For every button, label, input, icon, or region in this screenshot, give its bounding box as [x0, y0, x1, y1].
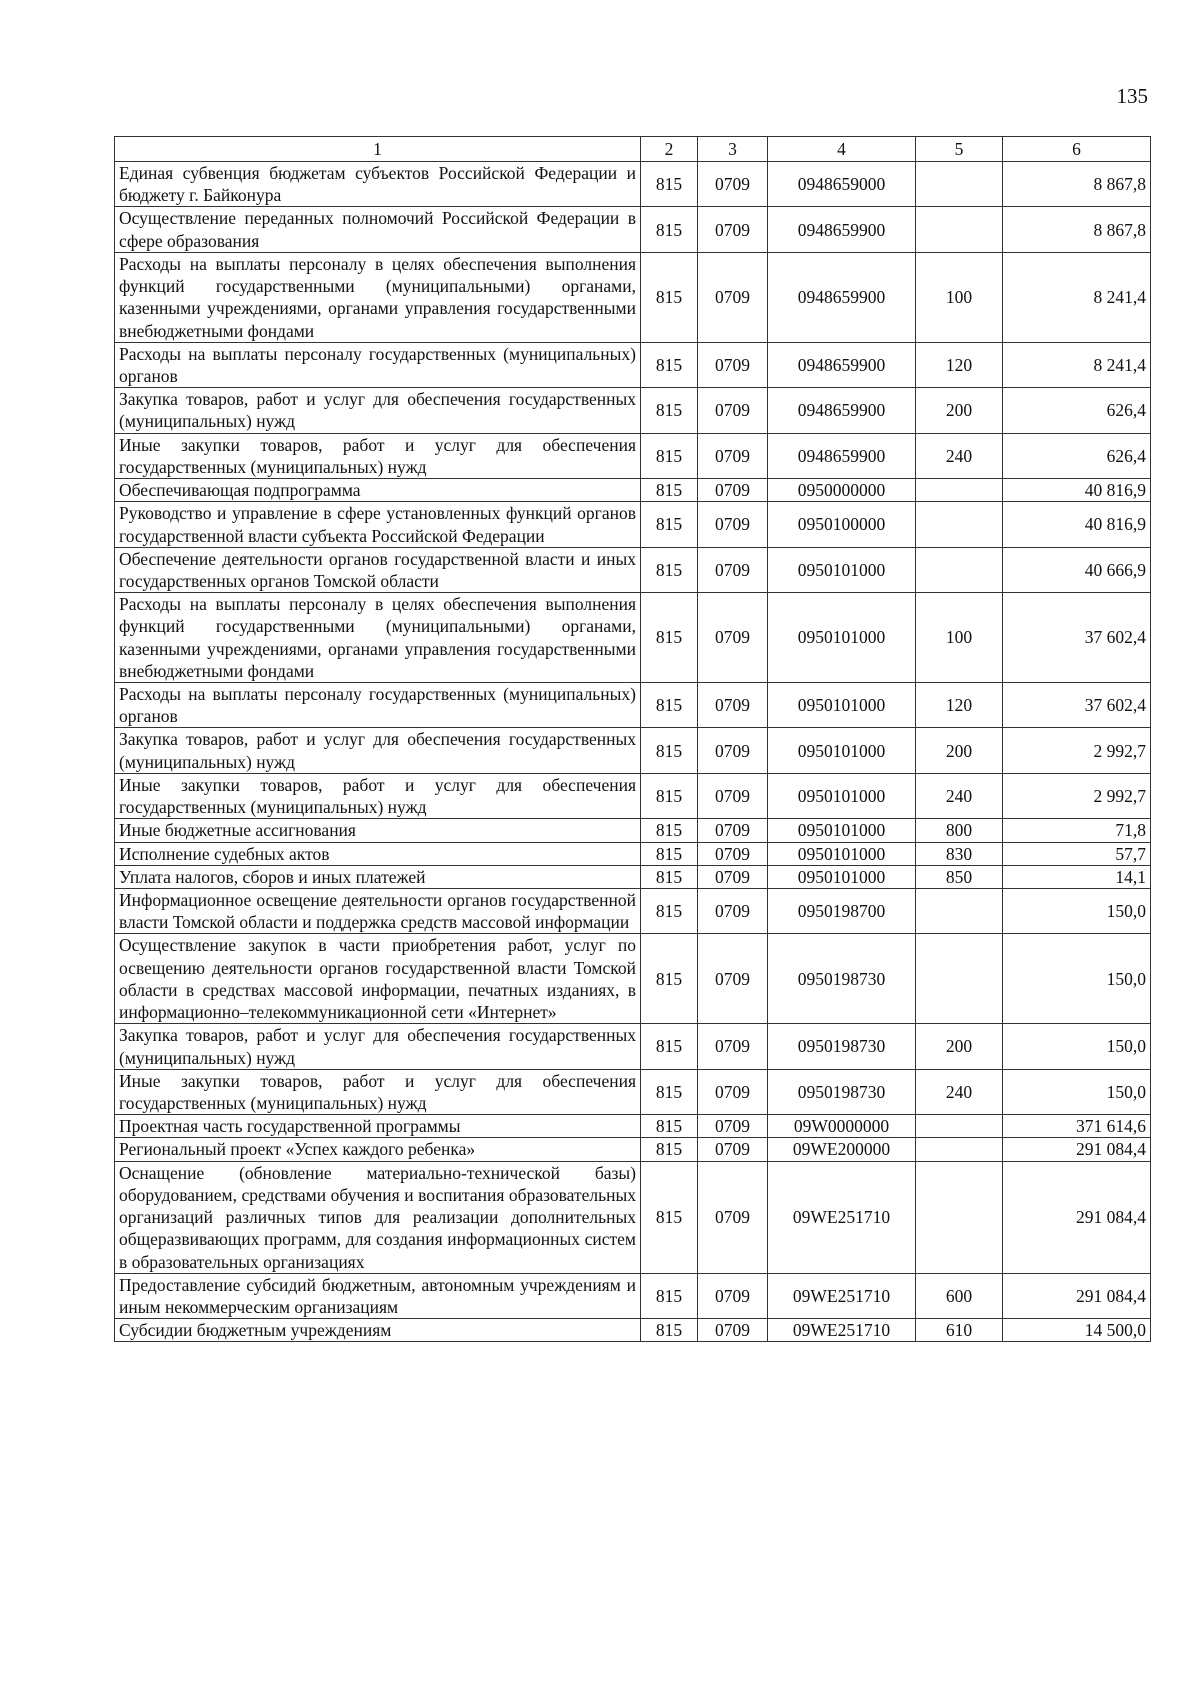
row-name: Исполнение судебных актов	[115, 842, 641, 865]
row-section-code: 0709	[698, 342, 768, 387]
row-amount: 2 992,7	[1003, 773, 1151, 818]
row-section-code: 0709	[698, 593, 768, 683]
row-target-code: 0948659900	[768, 342, 916, 387]
row-admin-code: 815	[641, 1138, 698, 1161]
table-row	[115, 1115, 1151, 1138]
row-admin-code: 815	[641, 1161, 698, 1273]
row-expense-type: 120	[916, 342, 1003, 387]
row-section-code: 0709	[698, 842, 768, 865]
row-admin-code: 815	[641, 683, 698, 728]
row-section-code: 0709	[698, 1273, 768, 1318]
row-amount: 8 867,8	[1003, 162, 1151, 207]
row-admin-code: 815	[641, 1115, 698, 1138]
row-name: Осуществление закупок в части приобретения работ, услуг по освещению деятельности органов государственной власти Томской области в средствах массовой информации, печатных изданиях, в информационно–телекоммуникационной сети «Интернет»	[115, 934, 641, 1024]
row-target-code: 0950198700	[768, 889, 916, 934]
row-expense-type: 240	[916, 1069, 1003, 1114]
row-amount: 150,0	[1003, 1069, 1151, 1114]
row-expense-type: 600	[916, 1273, 1003, 1318]
row-name: Осуществление переданных полномочий Российской Федерации в сфере образования	[115, 207, 641, 252]
row-admin-code: 815	[641, 842, 698, 865]
row-name: Иные закупки товаров, работ и услуг для обеспечения государственных (муниципальных) нужд	[115, 773, 641, 818]
row-amount: 291 084,4	[1003, 1161, 1151, 1273]
header-col-3: 3	[698, 137, 768, 162]
row-admin-code: 815	[641, 1069, 698, 1114]
table-row	[115, 842, 1151, 865]
row-amount: 37 602,4	[1003, 593, 1151, 683]
row-target-code: 0950101000	[768, 865, 916, 888]
row-section-code: 0709	[698, 162, 768, 207]
row-target-code: 0950198730	[768, 934, 916, 1024]
row-target-code: 0950101000	[768, 683, 916, 728]
row-expense-type: 200	[916, 388, 1003, 433]
row-section-code: 0709	[698, 889, 768, 934]
header-col-4: 4	[768, 137, 916, 162]
row-section-code: 0709	[698, 1161, 768, 1273]
row-expense-type: 200	[916, 1024, 1003, 1069]
row-section-code: 0709	[698, 1069, 768, 1114]
row-amount: 8 241,4	[1003, 342, 1151, 387]
row-amount: 14 500,0	[1003, 1319, 1151, 1342]
table-row	[115, 1161, 1151, 1273]
row-section-code: 0709	[698, 1024, 768, 1069]
row-admin-code: 815	[641, 889, 698, 934]
row-expense-type: 830	[916, 842, 1003, 865]
row-expense-type	[916, 934, 1003, 1024]
row-expense-type	[916, 1161, 1003, 1273]
row-target-code: 09WE200000	[768, 1138, 916, 1161]
row-name: Проектная часть государственной программы	[115, 1115, 641, 1138]
row-section-code: 0709	[698, 433, 768, 478]
row-section-code: 0709	[698, 502, 768, 547]
table-header-row	[115, 137, 1151, 162]
row-expense-type	[916, 889, 1003, 934]
row-admin-code: 815	[641, 1024, 698, 1069]
row-section-code: 0709	[698, 728, 768, 773]
row-section-code: 0709	[698, 479, 768, 502]
row-target-code: 09WE251710	[768, 1273, 916, 1318]
table-row	[115, 773, 1151, 818]
table-row	[115, 502, 1151, 547]
row-admin-code: 815	[641, 773, 698, 818]
row-admin-code: 815	[641, 865, 698, 888]
row-expense-type	[916, 207, 1003, 252]
row-amount: 150,0	[1003, 1024, 1151, 1069]
row-amount: 8 241,4	[1003, 252, 1151, 342]
row-target-code: 0950000000	[768, 479, 916, 502]
table-row	[115, 207, 1151, 252]
table-row	[115, 1273, 1151, 1318]
row-expense-type: 240	[916, 773, 1003, 818]
row-admin-code: 815	[641, 388, 698, 433]
row-section-code: 0709	[698, 1138, 768, 1161]
table-row	[115, 865, 1151, 888]
row-admin-code: 815	[641, 819, 698, 842]
row-target-code: 0950101000	[768, 547, 916, 592]
table-row	[115, 934, 1151, 1024]
row-admin-code: 815	[641, 502, 698, 547]
row-amount: 14,1	[1003, 865, 1151, 888]
row-name: Иные бюджетные ассигнования	[115, 819, 641, 842]
row-expense-type: 100	[916, 593, 1003, 683]
row-amount: 371 614,6	[1003, 1115, 1151, 1138]
row-admin-code: 815	[641, 593, 698, 683]
row-admin-code: 815	[641, 1319, 698, 1342]
row-target-code: 09WE251710	[768, 1319, 916, 1342]
row-admin-code: 815	[641, 728, 698, 773]
table-row	[115, 162, 1151, 207]
row-target-code: 0950101000	[768, 773, 916, 818]
row-amount: 626,4	[1003, 433, 1151, 478]
row-name: Обеспечивающая подпрограмма	[115, 479, 641, 502]
row-target-code: 0950101000	[768, 819, 916, 842]
row-name: Расходы на выплаты персоналу в целях обеспечения выполнения функций государственными (муниципальными) органами, казенными учреждениями, органами управления государственными внебюджетными фондами	[115, 252, 641, 342]
row-admin-code: 815	[641, 934, 698, 1024]
row-section-code: 0709	[698, 865, 768, 888]
row-expense-type	[916, 1138, 1003, 1161]
row-expense-type: 100	[916, 252, 1003, 342]
row-target-code: 0950101000	[768, 728, 916, 773]
table-row	[115, 388, 1151, 433]
table-row	[115, 1319, 1151, 1342]
budget-table	[114, 136, 1151, 1342]
table-row	[115, 479, 1151, 502]
row-amount: 71,8	[1003, 819, 1151, 842]
row-target-code: 0950100000	[768, 502, 916, 547]
row-target-code: 09WE251710	[768, 1161, 916, 1273]
row-amount: 2 992,7	[1003, 728, 1151, 773]
table-row	[115, 889, 1151, 934]
row-name: Субсидии бюджетным учреждениям	[115, 1319, 641, 1342]
row-section-code: 0709	[698, 683, 768, 728]
row-target-code: 0948659900	[768, 207, 916, 252]
row-target-code: 09W0000000	[768, 1115, 916, 1138]
row-admin-code: 815	[641, 547, 698, 592]
row-admin-code: 815	[641, 207, 698, 252]
header-col-6: 6	[1003, 137, 1151, 162]
row-amount: 8 867,8	[1003, 207, 1151, 252]
row-target-code: 0950198730	[768, 1024, 916, 1069]
row-expense-type	[916, 1115, 1003, 1138]
row-amount: 150,0	[1003, 934, 1151, 1024]
table-row	[115, 593, 1151, 683]
row-section-code: 0709	[698, 819, 768, 842]
row-name: Иные закупки товаров, работ и услуг для обеспечения государственных (муниципальных) нужд	[115, 433, 641, 478]
row-section-code: 0709	[698, 207, 768, 252]
table-row	[115, 342, 1151, 387]
header-col-1: 1	[115, 137, 641, 162]
row-section-code: 0709	[698, 1115, 768, 1138]
row-name: Закупка товаров, работ и услуг для обеспечения государственных (муниципальных) нужд	[115, 1024, 641, 1069]
row-target-code: 0948659000	[768, 162, 916, 207]
table-row	[115, 1069, 1151, 1114]
row-name: Иные закупки товаров, работ и услуг для обеспечения государственных (муниципальных) нужд	[115, 1069, 641, 1114]
row-amount: 291 084,4	[1003, 1273, 1151, 1318]
row-name: Закупка товаров, работ и услуг для обеспечения государственных (муниципальных) нужд	[115, 388, 641, 433]
row-target-code: 0948659900	[768, 252, 916, 342]
row-expense-type: 800	[916, 819, 1003, 842]
row-amount: 40 816,9	[1003, 502, 1151, 547]
table-row	[115, 1138, 1151, 1161]
row-expense-type: 120	[916, 683, 1003, 728]
row-expense-type: 240	[916, 433, 1003, 478]
row-target-code: 0948659900	[768, 433, 916, 478]
row-name: Предоставление субсидий бюджетным, автономным учреждениям и иным некоммерческим организациям	[115, 1273, 641, 1318]
row-section-code: 0709	[698, 547, 768, 592]
row-name: Единая субвенция бюджетам субъектов Российской Федерации и бюджету г. Байконура	[115, 162, 641, 207]
row-admin-code: 815	[641, 479, 698, 502]
row-expense-type	[916, 502, 1003, 547]
row-expense-type	[916, 547, 1003, 592]
row-section-code: 0709	[698, 388, 768, 433]
row-admin-code: 815	[641, 162, 698, 207]
row-expense-type: 850	[916, 865, 1003, 888]
table-row	[115, 433, 1151, 478]
page-number: 135	[1116, 84, 1148, 108]
row-target-code: 0950101000	[768, 842, 916, 865]
row-section-code: 0709	[698, 252, 768, 342]
row-admin-code: 815	[641, 1273, 698, 1318]
row-amount: 40 666,9	[1003, 547, 1151, 592]
row-expense-type	[916, 479, 1003, 502]
row-section-code: 0709	[698, 934, 768, 1024]
row-name: Руководство и управление в сфере установленных функций органов государственной власти субъекта Российской Федерации	[115, 502, 641, 547]
row-amount: 57,7	[1003, 842, 1151, 865]
row-expense-type	[916, 162, 1003, 207]
row-name: Закупка товаров, работ и услуг для обеспечения государственных (муниципальных) нужд	[115, 728, 641, 773]
row-section-code: 0709	[698, 1319, 768, 1342]
row-name: Расходы на выплаты персоналу государственных (муниципальных) органов	[115, 342, 641, 387]
row-amount: 40 816,9	[1003, 479, 1151, 502]
table-row	[115, 1024, 1151, 1069]
row-name: Уплата налогов, сборов и иных платежей	[115, 865, 641, 888]
row-name: Расходы на выплаты персоналу в целях обеспечения выполнения функций государственными (муниципальными) органами, казенными учреждениями, органами управления государственными внебюджетными фондами	[115, 593, 641, 683]
row-target-code: 0950198730	[768, 1069, 916, 1114]
row-name: Расходы на выплаты персоналу государственных (муниципальных) органов	[115, 683, 641, 728]
row-amount: 626,4	[1003, 388, 1151, 433]
row-amount: 291 084,4	[1003, 1138, 1151, 1161]
table-row	[115, 728, 1151, 773]
table-row	[115, 683, 1151, 728]
table-row	[115, 819, 1151, 842]
row-target-code: 0948659900	[768, 388, 916, 433]
row-admin-code: 815	[641, 342, 698, 387]
row-amount: 37 602,4	[1003, 683, 1151, 728]
row-amount: 150,0	[1003, 889, 1151, 934]
row-admin-code: 815	[641, 252, 698, 342]
table-row	[115, 252, 1151, 342]
row-admin-code: 815	[641, 433, 698, 478]
row-expense-type: 610	[916, 1319, 1003, 1342]
header-col-5: 5	[916, 137, 1003, 162]
row-name: Оснащение (обновление материально-технической базы) оборудованием, средствами обучения и воспитания образовательных организаций различных типов для реализации дополнительных общеразвивающих программ, для создания информационных систем в образовательных организациях	[115, 1161, 641, 1273]
header-col-2: 2	[641, 137, 698, 162]
row-name: Региональный проект «Успех каждого ребенка»	[115, 1138, 641, 1161]
row-section-code: 0709	[698, 773, 768, 818]
row-name: Информационное освещение деятельности органов государственной власти Томской области и поддержка средств массовой информации	[115, 889, 641, 934]
row-target-code: 0950101000	[768, 593, 916, 683]
row-name: Обеспечение деятельности органов государственной власти и иных государственных органов Томской области	[115, 547, 641, 592]
table-row	[115, 547, 1151, 592]
row-expense-type: 200	[916, 728, 1003, 773]
